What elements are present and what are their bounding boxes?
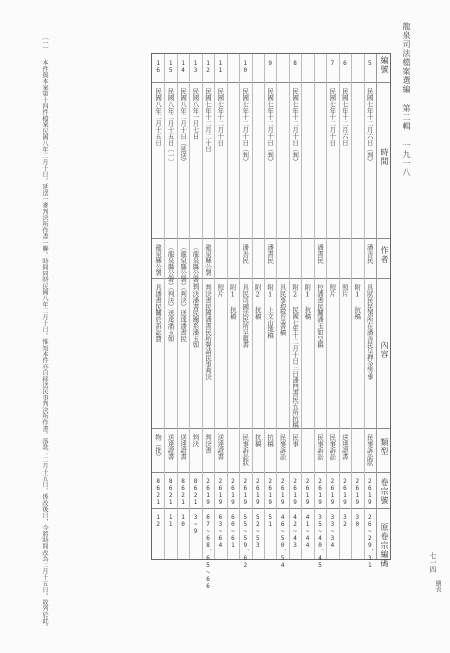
cell-page: 42~43 xyxy=(291,514,299,549)
footnote: 〔一〕 本件與本案第十四件檔案民國八年二月十日。延送一審判決所作書一聯。時間同時民國八年二月十日。惟知本件亦自移送民事判決所作書。落款：二月十五日。係改後日，今將時間改為二月十五日。故列於此。 xyxy=(41,34,48,630)
cell-content: （判決）送達潘書民 xyxy=(179,284,188,342)
band-divider xyxy=(152,428,390,429)
row-divider xyxy=(276,54,277,559)
header-content: 內容 xyxy=(380,341,389,359)
cell-time: 民國七年十二月十日（判） xyxy=(241,88,250,165)
cell-type: 送達證書 xyxy=(340,434,349,460)
archive-table xyxy=(151,53,391,590)
row-divider xyxy=(364,54,365,559)
row-divider xyxy=(164,54,165,559)
cell-time: 民國八年二月十日（延送） xyxy=(179,88,188,165)
cell-type: 民事 xyxy=(291,434,300,447)
cell-type: 物（批） xyxy=(154,434,163,460)
cell-no: 13 xyxy=(192,60,200,74)
cell-type: 民事訴訟 xyxy=(278,434,287,460)
cell-author: 潘善民 xyxy=(241,244,250,264)
cell-content: 具狀民民領所在潘善民呈押金等事 xyxy=(365,284,374,380)
cell-time: 民國七年十二月六日 xyxy=(340,88,349,146)
band-divider xyxy=(152,238,390,239)
cell-content: 具民事提察呈書稿 xyxy=(278,284,287,336)
cell-no: 7 xyxy=(328,60,336,67)
cell-author: 龍泉縣公署 xyxy=(154,244,163,276)
cell-page: 63~64 xyxy=(216,514,224,549)
row-divider xyxy=(264,54,265,559)
header-time: 時間 xyxy=(380,148,389,166)
continued-table-tag: 續表 xyxy=(434,580,441,592)
cell-content: 照片 xyxy=(216,284,225,297)
cell-page: 46~50、54 xyxy=(279,514,287,569)
row-divider xyxy=(339,54,340,559)
cell-page: 35~40、45 xyxy=(316,514,324,569)
cell-no: 10 xyxy=(241,60,249,74)
cell-volume: 2619 xyxy=(279,478,287,506)
cell-page: 11 xyxy=(167,514,175,528)
cell-page: 33~34 xyxy=(328,514,336,549)
cell-content: 判決書民國潘書民所聲請民事判決 xyxy=(203,284,212,380)
cell-author: （龍泉縣公署） xyxy=(179,244,188,289)
cell-no: 9 xyxy=(266,60,274,67)
cell-content: 具民司國法民所呈報書 xyxy=(241,284,250,348)
cell-page: 55~59、62 xyxy=(241,514,249,569)
cell-content: 附1 抗稿 xyxy=(228,284,237,320)
cell-page: 32 xyxy=(341,514,349,528)
cell-volume: 2619 xyxy=(304,478,312,506)
cell-type: 判決書 xyxy=(203,434,212,454)
cell-content: 照片 xyxy=(340,284,349,297)
cell-content: 附2 民國七年十二月十日三日潘門書民五所抗稿 xyxy=(291,284,300,428)
cell-type: 抗稿 xyxy=(266,434,275,447)
cell-volume: 2619 xyxy=(241,478,249,506)
cell-type: 抗稿 xyxy=(253,434,262,447)
row-divider xyxy=(351,54,352,559)
header-type: 類型 xyxy=(380,438,389,456)
running-header: 龍泉司法檔案選編 第二輯 一九一八 xyxy=(402,22,411,177)
cell-page: 10 xyxy=(179,514,187,528)
cell-time: 民國八年一月七日 xyxy=(191,88,200,140)
cell-page: 26~29、31 xyxy=(366,514,374,569)
cell-volume: 2619 xyxy=(254,478,262,506)
band-divider xyxy=(152,508,390,509)
row-divider xyxy=(326,54,327,559)
cell-content: 判決潘書民關系潘玉如 xyxy=(191,284,200,348)
cell-time: 民國七年十二月十日 xyxy=(216,88,225,146)
row-divider xyxy=(239,54,240,559)
cell-time: 民國七年十二月十日（判） xyxy=(291,88,300,165)
cell-content: 照片 xyxy=(328,284,337,297)
cell-volume: 8621 xyxy=(179,478,187,506)
cell-type: 民事訴訟 xyxy=(328,434,337,460)
cell-volume: 2619 xyxy=(291,478,299,506)
cell-no: 16 xyxy=(154,60,162,74)
cell-volume: 8621 xyxy=(154,478,162,506)
cell-type: 民事訴訟狀 xyxy=(365,434,374,466)
row-divider xyxy=(252,54,253,559)
cell-content: （判決）送達潘玉如 xyxy=(166,284,175,342)
header-column-divider xyxy=(376,54,377,559)
cell-author: 潘書民 xyxy=(266,244,275,264)
header-page: 原卷宗編碼 xyxy=(380,522,389,568)
cell-no: 15 xyxy=(167,60,175,74)
cell-volume: 2619 xyxy=(229,478,237,506)
header-volume: 卷宗號 xyxy=(380,478,389,505)
cell-page: 41~44 xyxy=(304,514,312,549)
cell-time: 民國七年十二月十日（判） xyxy=(266,88,275,165)
cell-type: 送達證書 xyxy=(166,434,175,460)
band-divider xyxy=(152,472,390,473)
cell-author: 潘善民 xyxy=(365,244,374,264)
cell-time: 民國八年二月十五日〔一〕 xyxy=(166,88,175,165)
row-divider xyxy=(301,54,302,559)
cell-type: 送達證書 xyxy=(216,434,225,460)
cell-type: 民事訴訟狀 xyxy=(241,434,250,466)
row-divider xyxy=(214,54,215,559)
cell-content: 附1 上文山地稿 xyxy=(266,284,275,339)
cell-page: 12 xyxy=(154,514,162,528)
cell-volume: 8621 xyxy=(192,478,200,506)
cell-content: 具潘書民關於訴訟費 xyxy=(154,284,163,342)
cell-page: 52~53 xyxy=(254,514,262,549)
cell-time: 民國七年十二月六日（判） xyxy=(365,88,374,165)
row-divider xyxy=(227,54,228,559)
header-no: 編號 xyxy=(380,56,389,74)
cell-type: 判決 xyxy=(191,434,200,447)
cell-page: 60~61 xyxy=(229,514,237,549)
cell-no: 5 xyxy=(366,60,374,67)
cell-no: 12 xyxy=(204,60,212,74)
cell-no: 11 xyxy=(216,60,224,74)
cell-time: 民國八年二月十五日 xyxy=(154,88,163,146)
cell-author: （龍泉縣公署） xyxy=(191,244,200,289)
cell-volume: 2619 xyxy=(328,478,336,506)
cell-time: 民國七年十二月十日 xyxy=(328,88,337,146)
cell-page: 51 xyxy=(266,514,274,528)
cell-author: 潘書民 xyxy=(315,244,324,264)
header-author: 作者 xyxy=(380,246,389,264)
cell-content: 附1 抗稿 xyxy=(303,284,312,320)
row-divider xyxy=(202,54,203,559)
cell-page: 67~68、65~66 xyxy=(204,514,212,590)
cell-volume: 2619 xyxy=(216,478,224,506)
band-divider xyxy=(152,278,390,279)
cell-volume: 2619 xyxy=(341,478,349,506)
cell-volume: 2619 xyxy=(353,478,361,506)
cell-volume: 2619 xyxy=(366,478,374,506)
cell-author: （龍泉縣公署） xyxy=(166,244,175,289)
cell-page: 3~9 xyxy=(192,514,200,535)
cell-content: 附2 抗稿 xyxy=(253,284,262,320)
cell-type: 民事訴訟 xyxy=(315,434,324,460)
cell-content: 附1 抗稿 xyxy=(353,284,362,320)
row-divider xyxy=(314,54,315,559)
cell-page: 30 xyxy=(353,514,361,528)
cell-no: 14 xyxy=(179,60,187,74)
cell-content: 控潘書民關潘玉如呈稿 xyxy=(315,284,324,348)
cell-volume: 2619 xyxy=(316,478,324,506)
cell-volume: 2619 xyxy=(204,478,212,506)
cell-no: 6 xyxy=(341,60,349,67)
cell-volume: 2619 xyxy=(266,478,274,506)
cell-author: 龍泉縣公署 xyxy=(203,244,212,276)
cell-no: 8 xyxy=(291,60,299,67)
cell-volume: 8621 xyxy=(167,478,175,506)
cell-type: 送達證書 xyxy=(179,434,188,460)
cell-time: 民國七年十二月二十日 xyxy=(203,88,212,152)
row-divider xyxy=(189,54,190,559)
row-divider xyxy=(289,54,290,559)
band-divider xyxy=(152,82,390,83)
row-divider xyxy=(177,54,178,559)
page-number: 七一四 xyxy=(429,552,437,573)
